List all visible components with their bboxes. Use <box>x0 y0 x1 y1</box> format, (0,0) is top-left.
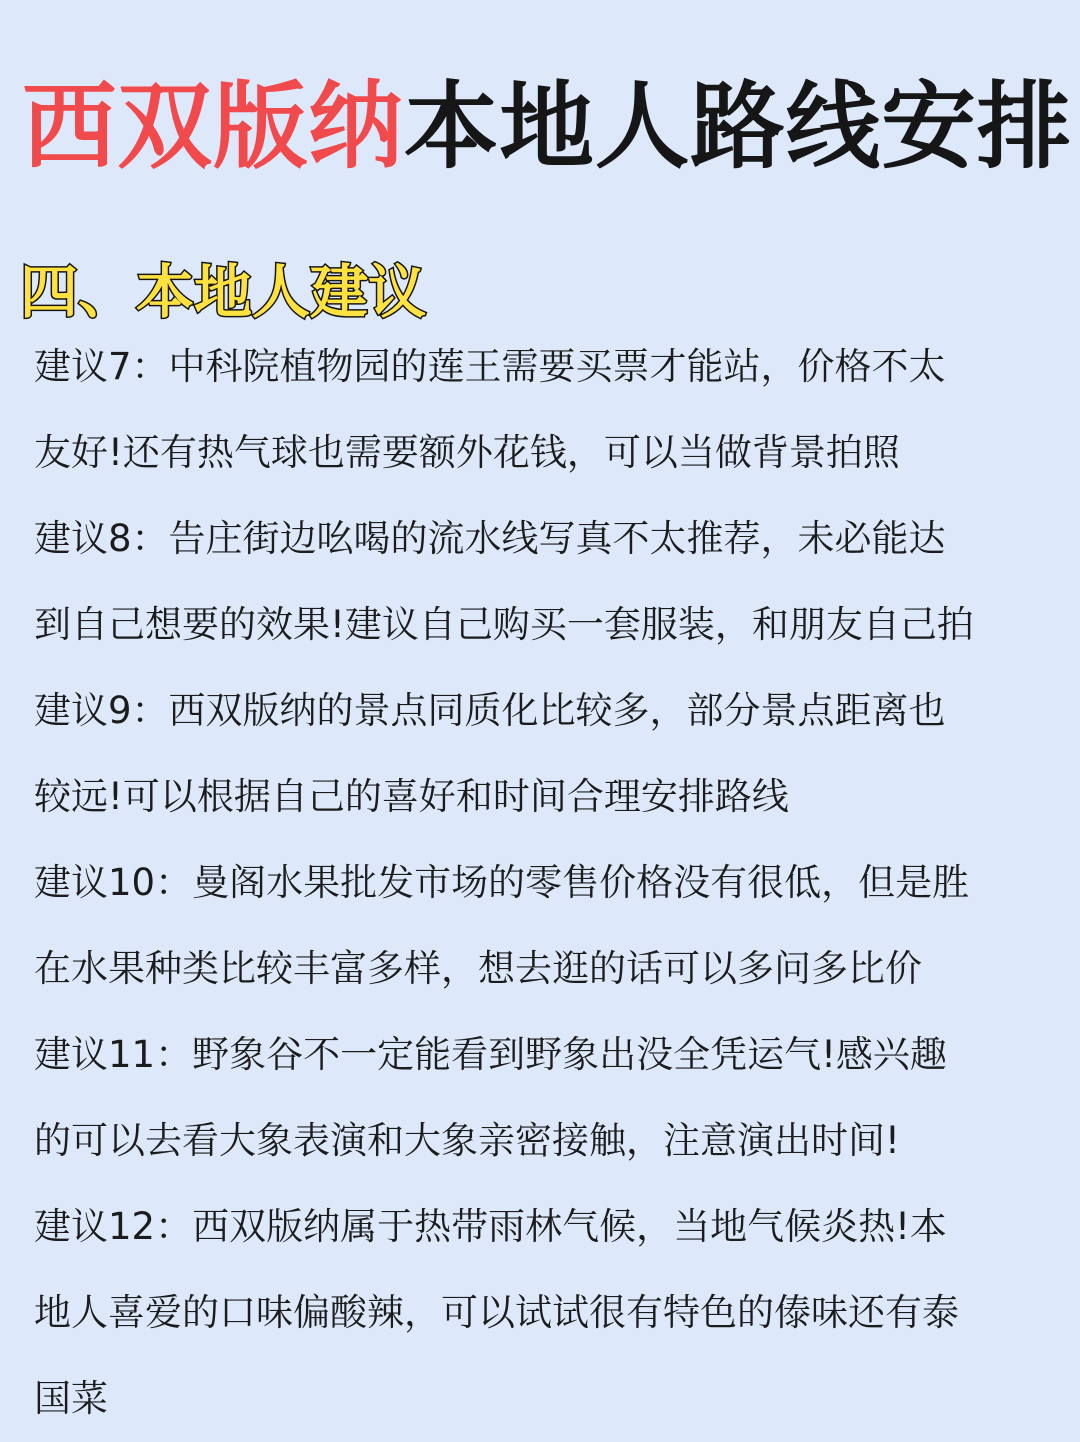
text-line: 较远!可以根据自己的喜好和时间合理安排路线 <box>34 775 789 818</box>
section-heading: 四、本地人建议 <box>20 258 427 326</box>
text-line: 建议10：曼阁水果批发市场的零售价格没有很低，但是胜 <box>34 861 970 904</box>
text-line: 的可以去看大象表演和大象亲密接触，注意演出时间! <box>34 1119 900 1162</box>
page-title <box>22 72 1072 182</box>
text-line: 到自己想要的效果!建议自己购买一套服装，和朋友自己拍 <box>34 603 974 646</box>
text-line: 建议8：告庄街边吆喝的流水线写真不太推荐，未必能达 <box>34 517 946 560</box>
title-rest: 本地人路线安排 <box>403 72 1073 182</box>
text-line: 建议11：野象谷不一定能看到野象出没全凭运气!感兴趣 <box>34 1033 947 1076</box>
title-highlight: 西双版纳 <box>22 72 404 182</box>
text-line: 建议12：西双版纳属于热带雨林气候，当地气候炎热!本 <box>34 1205 947 1248</box>
text-line: 地人喜爱的口味偏酸辣，可以试试很有特色的傣味还有泰 <box>34 1291 959 1334</box>
text-line: 国菜 <box>34 1377 108 1420</box>
text-line: 建议9：西双版纳的景点同质化比较多，部分景点距离也 <box>34 689 946 732</box>
text-line: 友好!还有热气球也需要额外花钱，可以当做背景拍照 <box>34 431 900 474</box>
text-line: 在水果种类比较丰富多样，想去逛的话可以多问多比价 <box>34 947 922 990</box>
text-line: 建议7：中科院植物园的莲王需要买票才能站，价格不太 <box>34 345 946 388</box>
suggestion-text <box>34 324 1054 1442</box>
